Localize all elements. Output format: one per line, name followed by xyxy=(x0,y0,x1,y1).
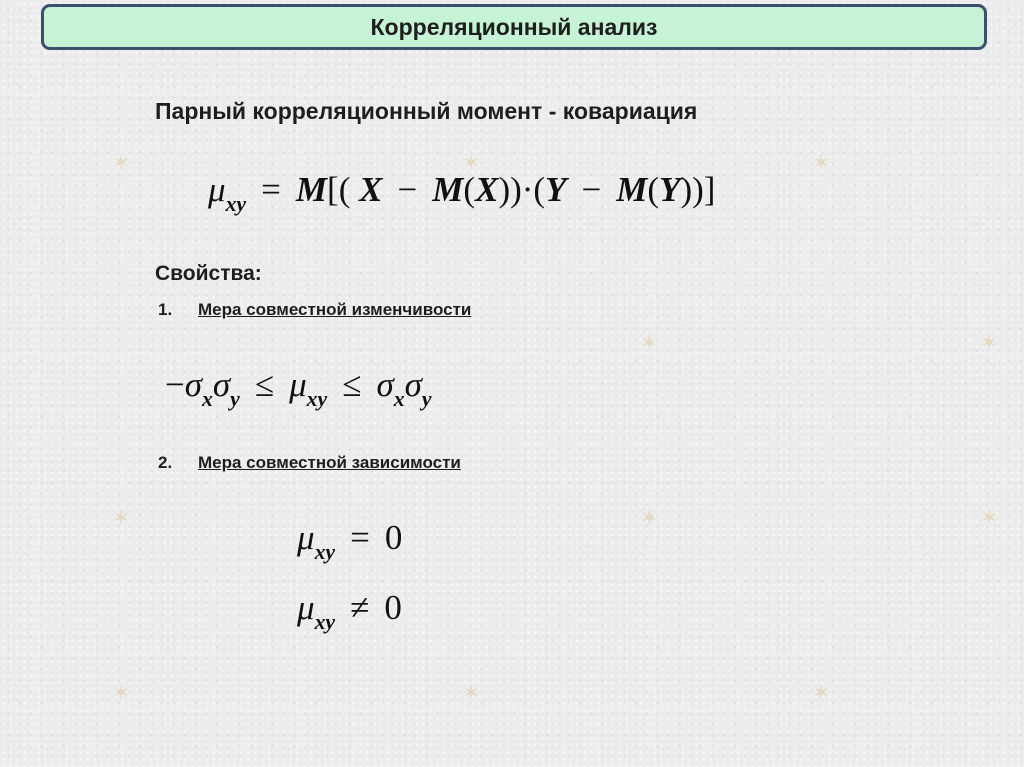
right-paren: ) xyxy=(510,170,522,209)
x-variable: X xyxy=(475,170,499,209)
inequality-formula xyxy=(165,365,431,412)
expectation-symbol: M xyxy=(432,170,464,209)
property-number: 1. xyxy=(158,300,173,319)
background-ornament: ✶ xyxy=(980,330,999,355)
not-equal-sign: ≠ xyxy=(350,588,370,627)
y-variable: Y xyxy=(659,170,681,209)
slide-title xyxy=(41,4,987,50)
left-paren: ( xyxy=(463,170,476,209)
property-text: Мера совместной зависимости xyxy=(198,453,461,472)
mu-symbol: μ xyxy=(289,365,307,404)
mu-subscript: xy xyxy=(314,539,336,564)
equals-sign: = xyxy=(350,518,370,557)
expectation-symbol: M xyxy=(616,170,648,209)
right-paren: ) xyxy=(680,170,693,209)
mu-subscript: xy xyxy=(306,386,328,411)
left-paren: ( xyxy=(533,170,546,209)
sigma-symbol: σ xyxy=(404,365,422,404)
x-variable: X xyxy=(359,170,383,209)
background-ornament: ✶ xyxy=(462,150,481,175)
background-ornament: ✶ xyxy=(812,680,831,705)
covariance-formula xyxy=(208,170,715,217)
sigma-symbol: σ xyxy=(184,365,203,404)
background-ornament: ✶ xyxy=(112,505,131,530)
zero-value: 0 xyxy=(384,518,403,557)
slide-title-text: Корреляционный анализ xyxy=(370,13,658,40)
minus-sign: − xyxy=(581,170,602,209)
property-number: 2. xyxy=(158,453,173,472)
background-ornament: ✶ xyxy=(980,505,999,530)
y-variable: Y xyxy=(545,170,567,209)
sigma-symbol: σ xyxy=(212,365,231,404)
mu-symbol: μ xyxy=(208,170,226,209)
zero-covariance-formula xyxy=(297,518,402,565)
less-or-equal-sign: ≤ xyxy=(342,365,362,404)
right-paren: ) xyxy=(498,170,511,209)
left-bracket: [ xyxy=(327,170,339,209)
mu-subscript: xy xyxy=(225,191,247,216)
sigma-subscript-x: x xyxy=(202,386,213,411)
negation-sign: − xyxy=(165,365,185,404)
right-paren: ) xyxy=(692,170,704,209)
equals-sign: = xyxy=(261,170,281,209)
right-bracket: ] xyxy=(703,170,716,209)
background-ornament: ✶ xyxy=(640,330,659,355)
section-heading: Парный корреляционный момент - ковариация xyxy=(155,98,698,124)
sigma-subscript-y: y xyxy=(230,386,240,411)
sigma-symbol: σ xyxy=(376,365,394,404)
expectation-symbol: M xyxy=(295,170,328,209)
background-ornament: ✶ xyxy=(640,505,659,530)
background-ornament: ✶ xyxy=(462,680,481,705)
property-item-1 xyxy=(158,300,471,320)
less-or-equal-sign: ≤ xyxy=(254,365,275,404)
minus-sign: − xyxy=(397,170,418,209)
left-paren: ( xyxy=(338,170,351,209)
nonzero-covariance-formula xyxy=(297,588,402,635)
background-ornament: ✶ xyxy=(112,680,131,705)
background-ornament: ✶ xyxy=(112,150,131,175)
mu-symbol: μ xyxy=(297,588,315,627)
zero-value: 0 xyxy=(384,588,402,627)
dot-operator: · xyxy=(521,170,534,209)
mu-symbol: μ xyxy=(297,518,315,557)
property-text: Мера совместной изменчивости xyxy=(198,300,472,319)
background-ornament: ✶ xyxy=(812,150,831,175)
mu-subscript: xy xyxy=(314,609,336,634)
sigma-subscript-y: y xyxy=(421,386,432,411)
properties-label: Свойства: xyxy=(155,262,262,285)
left-paren: ( xyxy=(647,170,660,209)
sigma-subscript-x: x xyxy=(393,386,405,411)
property-item-2 xyxy=(158,453,461,473)
